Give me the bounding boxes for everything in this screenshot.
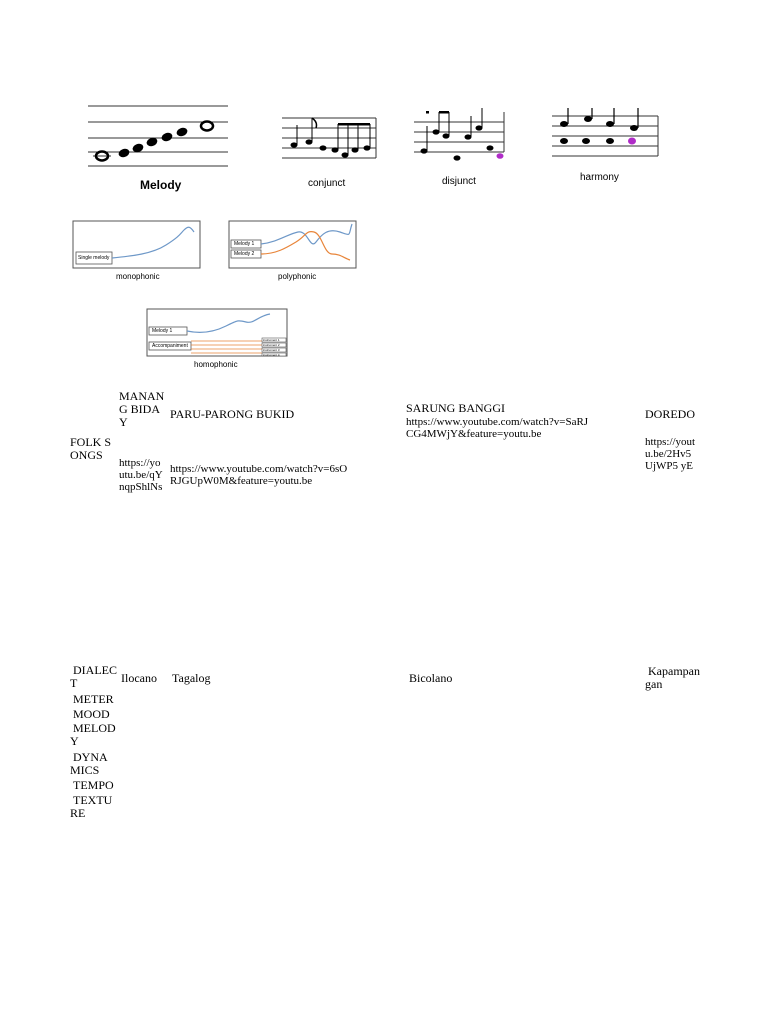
song-title-manang-biday: MANANG BIDAY: [119, 389, 165, 429]
disjunct-staff: [412, 106, 510, 176]
song-link-manang-biday[interactable]: https://youtu.be/qYnqpShlNs: [119, 457, 163, 493]
element-melody: MELODY: [70, 721, 116, 748]
song-title-sarung-banggi: SARUNG BANGGI: [406, 401, 506, 415]
folk-songs-row-label: FOLK SONGS: [70, 435, 112, 462]
element-mood: MOOD: [73, 707, 110, 721]
homophonic-side-label-1: instrument 1: [263, 338, 280, 342]
dialect-label: DIALECT: [70, 663, 117, 690]
element-meter: METER: [73, 692, 114, 706]
conjunct-caption: conjunct: [308, 178, 346, 189]
harmony-staff: [548, 108, 660, 168]
dialect-tagalog: Tagalog: [172, 671, 211, 685]
homophonic-label-1: Melody 1: [152, 328, 173, 334]
homophonic-label-2: Accompaniment: [152, 343, 188, 349]
melody-caption: Melody: [140, 178, 182, 192]
song-title-paru-parong-bukid: PARU-PARONG BUKID: [170, 407, 295, 421]
dialect-bicolano: Bicolano: [409, 671, 453, 685]
harmony-caption: harmony: [580, 172, 619, 183]
polyphonic-caption: polyphonic: [278, 272, 317, 281]
monophonic-caption: monophonic: [116, 272, 160, 281]
element-tempo: TEMPO: [73, 778, 114, 792]
song-link-doredo[interactable]: https://youtu.be/2Hv5UjWP5 yE: [645, 436, 696, 472]
conjunct-staff: [280, 108, 380, 180]
dialect-kapampangan: Kapampangan: [645, 664, 700, 691]
element-dynamics: DYNAMICS: [70, 750, 108, 777]
homophonic-caption: homophonic: [194, 360, 238, 369]
conjunct-figure: [280, 108, 380, 198]
monophonic-chart: [72, 220, 202, 270]
element-texture: TEXTURE: [70, 793, 113, 820]
disjunct-figure: [412, 106, 510, 192]
homophonic-figure: [146, 308, 290, 372]
harmony-figure: [548, 108, 660, 188]
melody-figure: [88, 92, 228, 198]
song-link-paru-parong-bukid[interactable]: https://www.youtube.com/watch?v=6sORJGUpW0M&feature=youtu.be: [170, 463, 348, 487]
homophonic-side-label-2: instrument 2: [263, 343, 280, 347]
polyphonic-label-1: Melody 1: [234, 241, 255, 247]
song-link-sarung-banggi[interactable]: https://www.youtube.com/watch?v=SaRJCG4MWjY&feature=youtu.be: [406, 416, 589, 440]
polyphonic-figure: [228, 220, 358, 286]
song-title-doredo: DOREDO: [645, 407, 695, 421]
monophonic-figure: [72, 220, 202, 286]
disjunct-caption: disjunct: [442, 176, 476, 187]
homophonic-side-label-3: instrument 3: [263, 348, 280, 352]
polyphonic-label-2: Melody 2: [234, 251, 255, 257]
monophonic-box-label: Single melody: [78, 255, 110, 261]
dialect-ilocano: Ilocano: [121, 671, 157, 685]
homophonic-side-label-4: instrument 4: [263, 353, 280, 357]
